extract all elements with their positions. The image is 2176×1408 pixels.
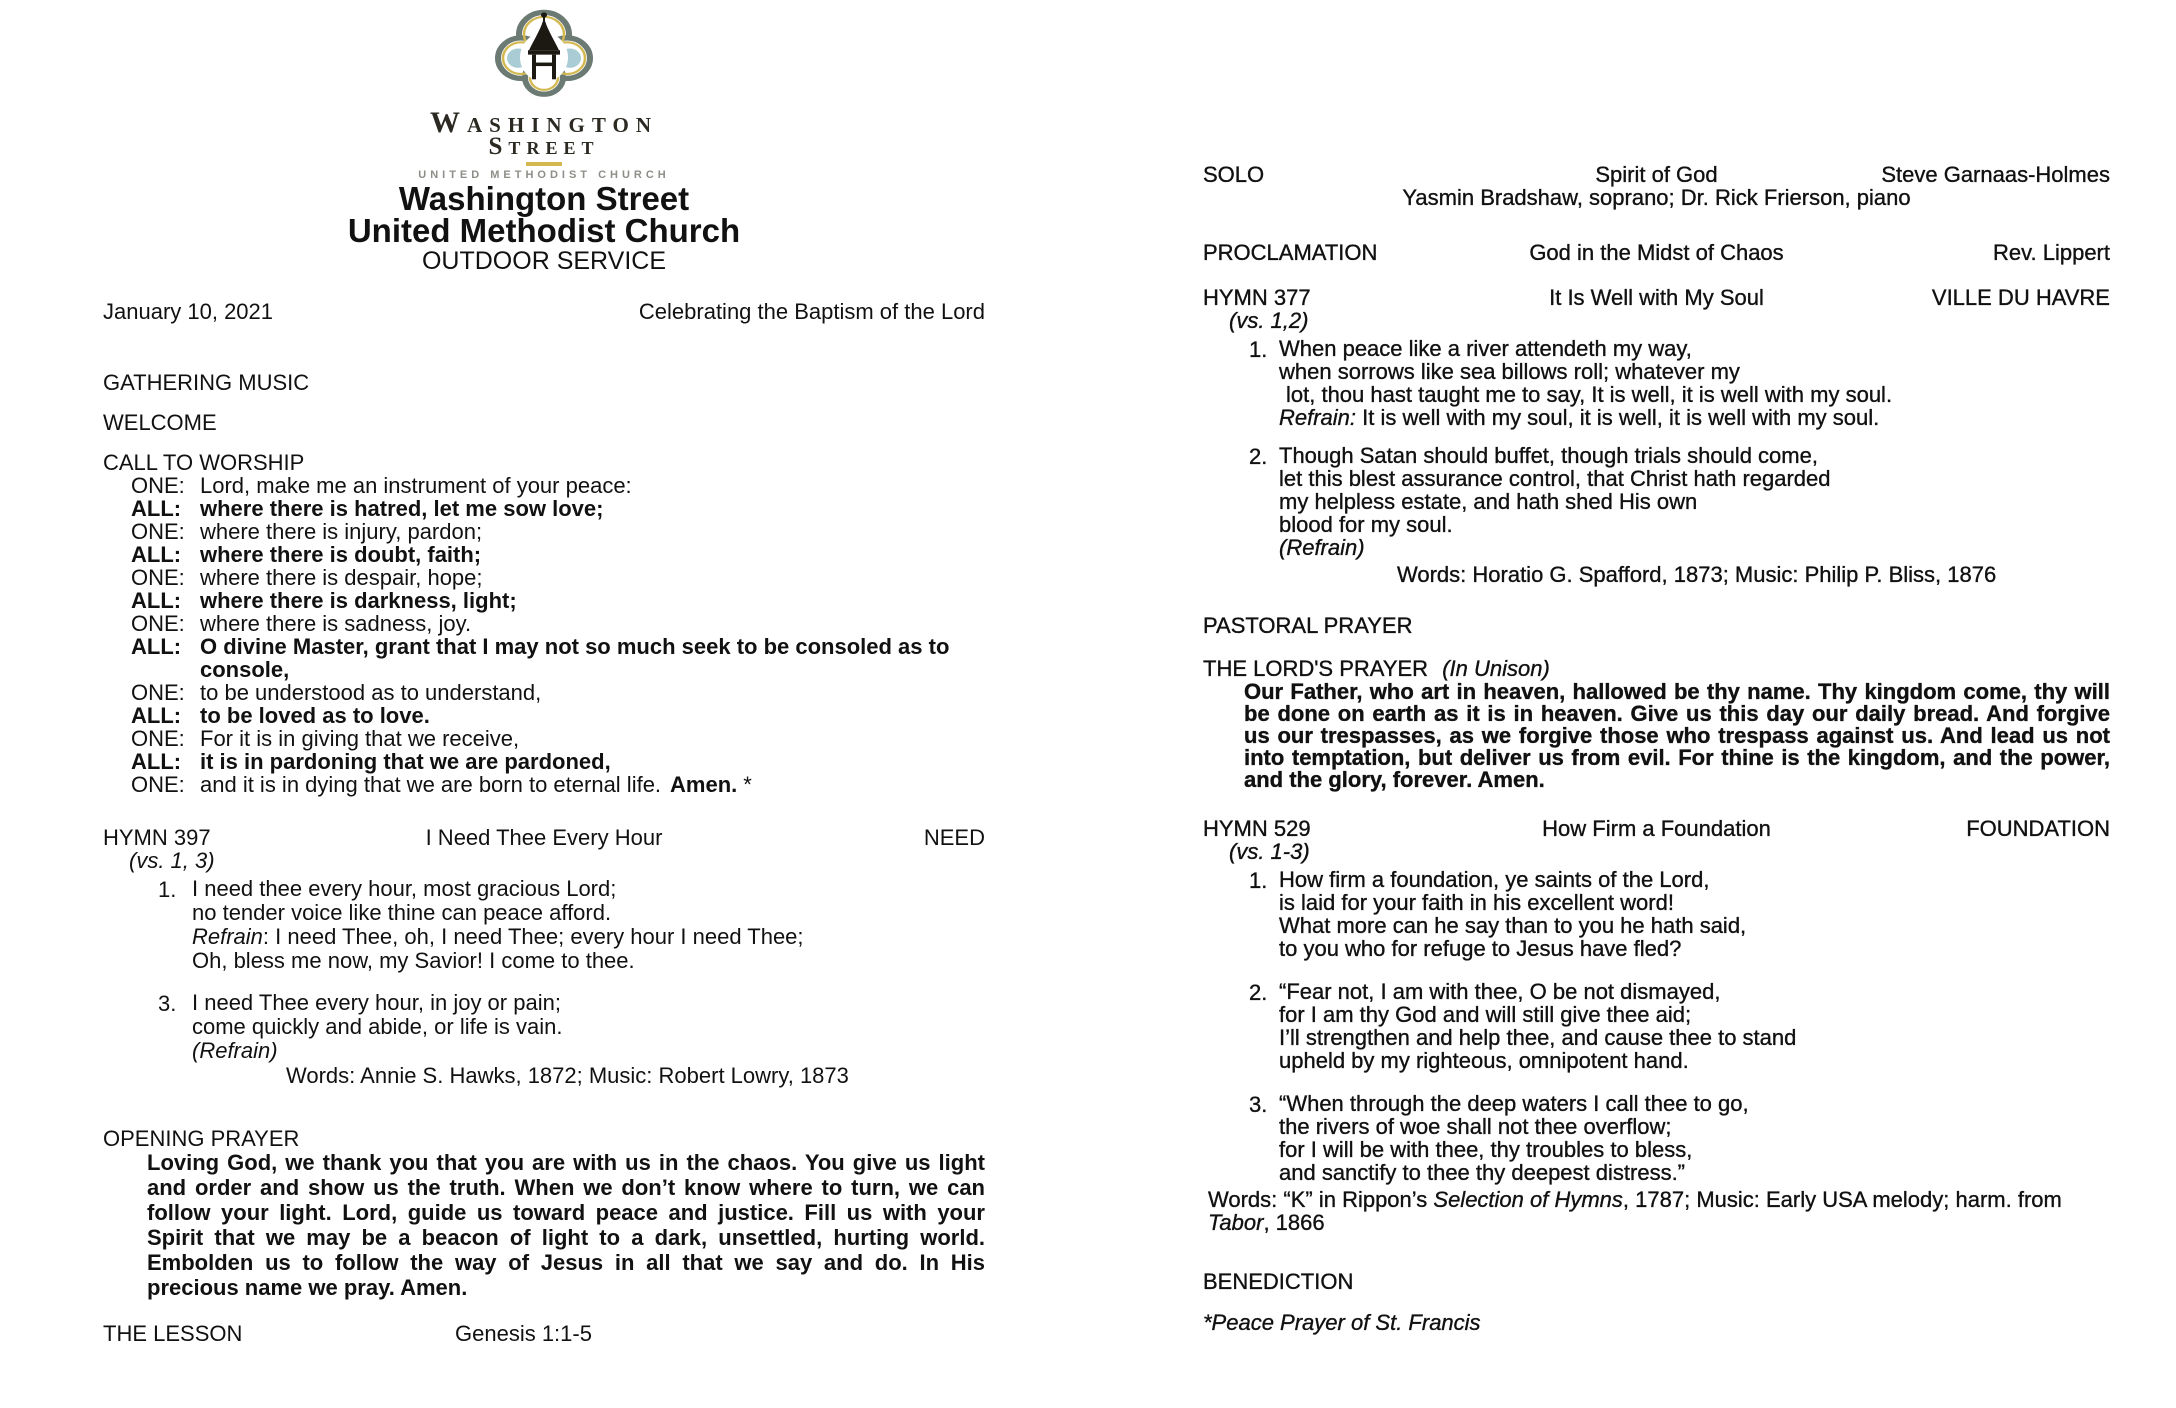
speaker-label: ALL: [131, 542, 182, 567]
verse-line: “When through the deep waters I call thee to go, [1279, 1091, 1749, 1116]
verse-line: the rivers of woe shall not thee overflow; [1279, 1114, 1672, 1139]
peace-prayer-footnote: *Peace Prayer of St. Francis [1203, 1310, 1481, 1335]
verse-number: 2. [1249, 444, 1268, 469]
ctw-line: ALL: O divine Master, grant that I may not so much seek to be consoled as to console, [131, 634, 950, 682]
hymn-tune-name: FOUNDATION [1966, 816, 2110, 841]
ctw-line: ALL: to be loved as to love. [131, 703, 430, 728]
verse-line: let this blest assurance control, that Christ hath regarded [1279, 466, 1831, 491]
footnote-asterisk: * [743, 772, 752, 797]
section-solo: SOLO [1203, 162, 1265, 187]
verse-line: upheld by my righteous, omnipotent hand. [1279, 1048, 1689, 1073]
verse-line: I need thee every hour, most gracious Lord; [192, 876, 617, 901]
verse-line: Though Satan should buffet, though trials should come, [1279, 443, 1818, 468]
verse-line: Refrain: I need Thee, oh, I need Thee; every hour I need Thee; [192, 924, 804, 949]
verses-note: (vs. 1-3) [1229, 839, 1310, 864]
speaker-label: ALL: [131, 749, 182, 774]
logo-church-name-line1: Washington [430, 106, 658, 139]
verse-number: 1. [1249, 868, 1268, 893]
hymn-tune-name: NEED [923, 825, 985, 850]
ctw-line: ONE: to be understood as to understand, [131, 680, 542, 705]
verse-line: When peace like a river attendeth my way, [1279, 336, 1692, 361]
service-occasion: Celebrating the Baptism of the Lord [638, 299, 985, 324]
ctw-line: ONE: For it is in giving that we receive, [131, 726, 520, 751]
refrain-label: Refrain: [1279, 405, 1357, 430]
speaker-label: ONE: [131, 772, 185, 797]
verse-line: lot, thou hast taught me to say, It is well, it is well with my soul. [1286, 382, 1893, 407]
speaker-label: ALL: [131, 703, 182, 728]
hymn-529-verse-2 [1203, 980, 2110, 1072]
verse-line: I’ll strengthen and help thee, and cause thee to stand [1279, 1025, 1797, 1050]
section-welcome: WELCOME [103, 410, 217, 435]
verse-line: no tender voice like thine can peace afford. [192, 900, 612, 925]
solo-composer: Steve Garnaas-Holmes [1881, 162, 2110, 187]
logo-tagline: UNITED METHODIST CHURCH [418, 169, 670, 181]
verses-note: (vs. 1,2) [1229, 308, 1309, 333]
hymn-397-credits: Words: Annie S. Hawks, 1872; Music: Robert Lowry, 1873 [286, 1063, 849, 1088]
ctw-line: ALL: it is in pardoning that we are pardoned, [131, 749, 611, 774]
verse-line: What more can he say than to you he hath said, [1279, 913, 1747, 938]
lesson-row [103, 1322, 985, 1345]
lords-prayer-text: Our Father, who art in heaven, hallowed be thy name. Thy kingdom come, thy will be done on earth as it is in heaven. Give us this day our daily bread. And forgive us our trespasses, as we forgive those who trespass against us. And lead us not into temptation, but deliver us from evil. For thine is the kingdom, and the power, and the glory, forever. Amen. [1244, 679, 2110, 792]
tune-source: Tabor [1208, 1210, 1264, 1235]
speaker-label: ONE: [131, 726, 185, 751]
steeple-quatrefoil-icon [481, 8, 607, 104]
verse-line: come quickly and abide, or life is vain. [192, 1014, 563, 1039]
hymn-title: I Need Thee Every Hour [425, 825, 663, 850]
refrain-note: (Refrain) [192, 1038, 278, 1063]
solo-row [1203, 163, 2110, 186]
section-the-lesson: THE LESSON [103, 1321, 243, 1346]
opening-prayer-text: Loving God, we thank you that you are with us in the chaos. You give us light and order and show us the truth. When we don’t know where to turn, we can follow your light. Lord, guide us toward peace and justice. Fill us with your Spirit that we may be a beacon of light to a dark, unsettled, hurting world. Embolden us to follow the way of Jesus in all that we say and do. In His precious name we pray. Amen. [147, 1150, 985, 1300]
ctw-line: ALL: where there is darkness, light; [131, 588, 517, 613]
verse-line: and sanctify to thee thy deepest distress.” [1279, 1160, 1686, 1185]
speaker-label: ONE: [131, 611, 185, 636]
hymn-title: It Is Well with My Soul [1549, 285, 1764, 310]
speaker-label: ALL: [131, 588, 182, 613]
verse-line: when sorrows like sea billows roll; whatever my [1279, 359, 1740, 384]
speaker-label: ONE: [131, 565, 185, 590]
speaker-label: ONE: [131, 680, 185, 705]
refrain-label: Refrain [192, 924, 263, 949]
verse-line: for I will be with thee, thy troubles to bless, [1279, 1137, 1693, 1162]
logo-church-name-line2: Street [488, 133, 600, 160]
hymn-number: HYMN 529 [1203, 816, 1311, 841]
verse-line: my helpless estate, and hath shed His own [1279, 489, 1698, 514]
refrain-note: (Refrain) [1279, 535, 1365, 560]
hymn-tune-name: VILLE DU HAVRE [1931, 285, 2110, 310]
section-call-to-worship: CALL TO WORSHIP [103, 450, 305, 475]
verses-note: (vs. 1, 3) [129, 848, 215, 873]
preacher-name: Rev. Lippert [1993, 240, 2110, 265]
bulletin-page-left [103, 0, 985, 1345]
ctw-line: ONE: and it is in dying that we are born to eternal life. Amen. * [131, 772, 752, 797]
solo-title: Spirit of God [1595, 162, 1718, 187]
verse-line: How firm a foundation, ye saints of the Lord, [1279, 867, 1710, 892]
masthead-title-line2: United Methodist Church [347, 212, 741, 249]
hymn-377-verse-1 [1203, 337, 2110, 429]
verse-number: 3. [158, 991, 177, 1016]
verse-line: blood for my soul. [1279, 512, 1453, 537]
hymn-377-heading [1203, 286, 2110, 309]
speaker-label: ONE: [131, 519, 185, 544]
speaker-label: ONE: [131, 473, 185, 498]
section-benediction: BENEDICTION [1203, 1269, 1354, 1294]
hymn-number: HYMN 397 [103, 825, 211, 850]
ctw-line: ALL: where there is doubt, faith; [131, 542, 482, 567]
solo-performers: Yasmin Bradshaw, soprano; Dr. Rick Frierson, piano [1402, 185, 1911, 210]
hymn-number: HYMN 377 [1203, 285, 1311, 310]
hymn-529-credits: Words: “K” in Rippon’s Selection of Hymns, 1787; Music: Early USA melody; harm. from Tabor, 1866 [1208, 1187, 2062, 1235]
verse-line: for I am thy God and will still give thee aid; [1279, 1002, 1692, 1027]
amen-text: Amen. [670, 772, 738, 797]
hymn-397-verse-3 [103, 991, 985, 1063]
church-logo [103, 8, 985, 182]
ctw-line: ALL: where there is hatred, let me sow love; [131, 496, 604, 521]
speaker-label: ALL: [131, 496, 182, 521]
verse-line: Refrain: It is well with my soul, it is well, it is well with my soul. [1279, 405, 1880, 430]
hymn-377-verse-2 [1203, 444, 2110, 559]
proclamation-row [1203, 241, 2110, 264]
speaker-label: ALL: [131, 634, 182, 659]
ctw-line: ONE: Lord, make me an instrument of your peace: [131, 473, 632, 498]
section-proclamation: PROCLAMATION [1203, 240, 1378, 265]
verse-line: is laid for your faith in his excellent word! [1279, 890, 1674, 915]
ctw-line: ONE: where there is despair, hope; [131, 565, 483, 590]
hymn-529-verse-1 [1203, 868, 2110, 960]
unison-note: (In Unison) [1442, 656, 1550, 681]
section-lords-prayer: THE LORD'S PRAYER (In Unison) [1203, 656, 1550, 681]
verse-line: I need Thee every hour, in joy or pain; [192, 990, 561, 1015]
verse-line: Oh, bless me now, my Savior! I come to thee. [192, 948, 635, 973]
ctw-line: ONE: where there is injury, pardon; [131, 519, 483, 544]
verse-number: 2. [1249, 980, 1268, 1005]
hymn-529-heading [1203, 817, 2110, 840]
hymnal-title: Selection of Hymns [1433, 1187, 1623, 1212]
hymn-397-verse-1 [103, 877, 985, 973]
section-pastoral-prayer: PASTORAL PRAYER [1203, 613, 1413, 638]
ctw-line: ONE: where there is sadness, joy. [131, 611, 472, 636]
bulletin-page-right [1203, 0, 2110, 1334]
logo-divider [526, 162, 562, 166]
hymn-397-heading [103, 826, 985, 849]
hymn-title: How Firm a Foundation [1542, 816, 1771, 841]
verse-line: to you who for refuge to Jesus have fled? [1279, 936, 1682, 961]
masthead-subtitle: OUTDOOR SERVICE [421, 247, 667, 275]
verse-line: “Fear not, I am with thee, O be not dismayed, [1279, 979, 1721, 1004]
call-to-worship-responsive-reading [103, 474, 985, 796]
service-date: January 10, 2021 [103, 299, 274, 324]
verse-number: 1. [158, 877, 177, 902]
hymn-377-credits: Words: Horatio G. Spafford, 1873; Music: Philip P. Bliss, 1876 [1397, 562, 1997, 587]
dateline [103, 300, 985, 323]
section-opening-prayer: OPENING PRAYER [103, 1126, 300, 1151]
verse-number: 1. [1249, 337, 1268, 362]
verse-number: 3. [1249, 1092, 1268, 1117]
scripture-reference: Genesis 1:1-5 [455, 1321, 592, 1346]
masthead-title-line1: Washington Street [398, 180, 690, 217]
section-gathering-music: GATHERING MUSIC [103, 370, 310, 395]
sermon-title: God in the Midst of Chaos [1529, 240, 1784, 265]
hymn-529-verse-3 [1203, 1092, 2110, 1184]
